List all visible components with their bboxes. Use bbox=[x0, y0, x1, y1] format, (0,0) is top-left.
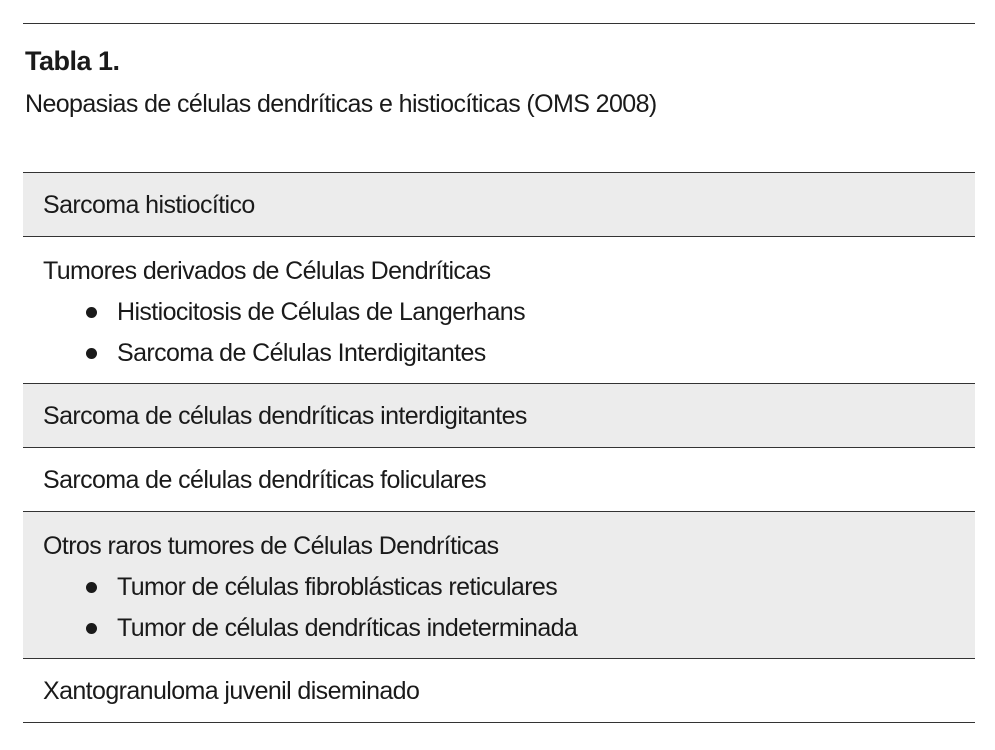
row-label: Sarcoma de células dendríticas foliculares bbox=[43, 466, 487, 494]
bullet-icon bbox=[86, 307, 97, 318]
bullet-icon bbox=[86, 582, 97, 593]
list-item-label: Histiocitosis de Células de Langerhans bbox=[117, 298, 525, 326]
table-row bbox=[23, 384, 975, 448]
row-label: Xantogranuloma juvenil diseminado bbox=[43, 677, 420, 705]
bullet-icon bbox=[86, 348, 97, 359]
list-item bbox=[43, 608, 975, 649]
table-row bbox=[23, 448, 975, 512]
list-item bbox=[43, 292, 975, 333]
table-row bbox=[23, 237, 975, 384]
table-row bbox=[23, 173, 975, 237]
list-item-label: Tumor de células fibroblásticas reticulares bbox=[117, 573, 558, 601]
row-label: Sarcoma histiocítico bbox=[43, 191, 255, 219]
list-item-label: Sarcoma de Células Interdigitantes bbox=[117, 339, 486, 367]
table-row bbox=[23, 659, 975, 723]
table-row bbox=[23, 512, 975, 659]
list-item bbox=[43, 567, 975, 608]
row-label: Otros raros tumores de Células Dendríticas bbox=[43, 532, 499, 560]
table-title: Tabla 1. bbox=[25, 46, 120, 76]
list-item-label: Tumor de células dendríticas indeterminada bbox=[117, 614, 578, 642]
bullet-icon bbox=[86, 623, 97, 634]
row-label: Tumores derivados de Células Dendríticas bbox=[43, 257, 491, 285]
list-item bbox=[43, 333, 975, 374]
classification-table bbox=[23, 172, 975, 723]
table-subtitle: Neopasias de células dendríticas e histiocíticas (OMS 2008) bbox=[25, 90, 657, 118]
top-rule bbox=[23, 23, 975, 24]
row-label: Sarcoma de células dendríticas interdigitantes bbox=[43, 402, 527, 430]
